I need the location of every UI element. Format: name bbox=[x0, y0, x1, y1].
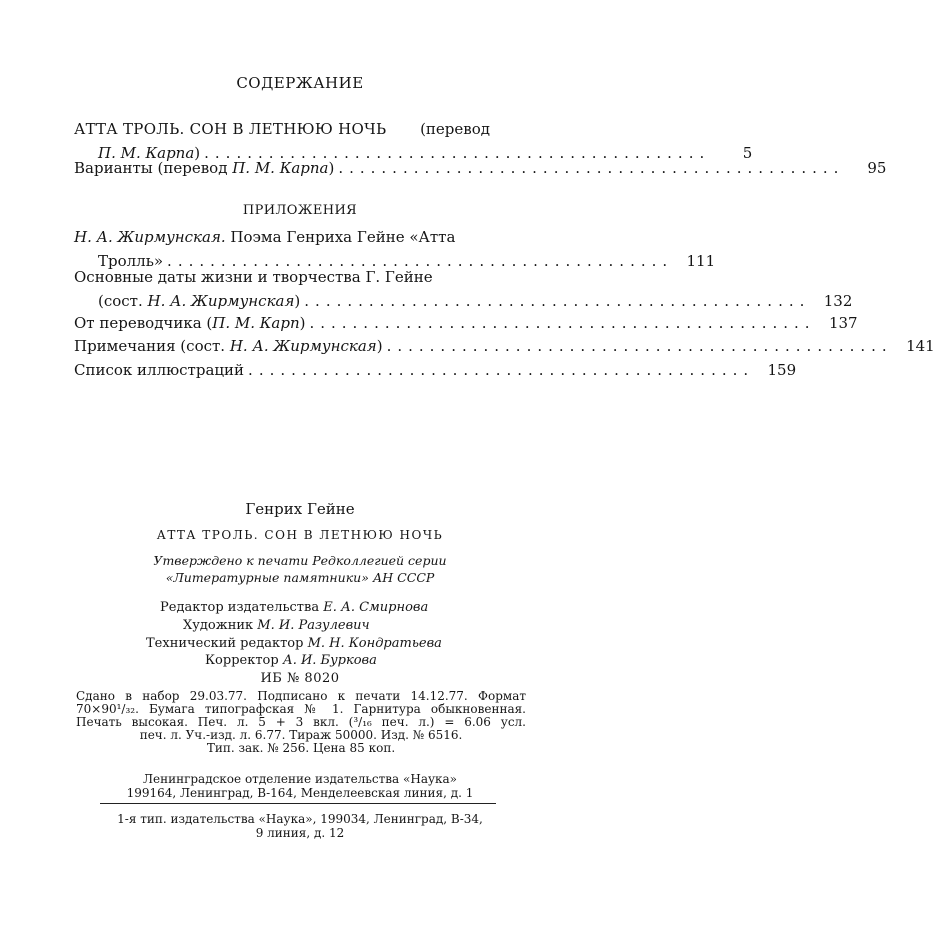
colophon-title: АТТА ТРОЛЬ. СОН В ЛЕТНЮЮ НОЧЬ bbox=[156, 528, 444, 542]
leader-dots: ............................................... bbox=[386, 337, 893, 355]
ib-number: ИБ № 8020 bbox=[260, 671, 340, 686]
leader-dots: ............................................... bbox=[204, 144, 711, 162]
colophon-author: Генрих Гейне bbox=[245, 500, 355, 518]
page-number: 159 bbox=[767, 361, 797, 379]
page-number: 95 bbox=[867, 159, 887, 177]
page-number: 5 bbox=[742, 144, 753, 162]
toc-entry-poem-essay: Н. А. Жирмунская. Поэма Генриха Гейне «Атта Тролль» ............................................... 111 bbox=[74, 225, 526, 273]
essay-author: Н. А. Жирмунская. bbox=[74, 228, 226, 246]
divider-rule bbox=[100, 803, 496, 804]
page-number: 132 bbox=[823, 292, 853, 310]
compiler-name: Н. А. Жирмунская bbox=[229, 337, 377, 355]
imprint-block bbox=[76, 690, 526, 755]
leader-dots: ............................................... bbox=[309, 314, 816, 332]
credit-tech-editor: Технический редактор М. Н. Кондратьева bbox=[146, 636, 442, 651]
credit-editor: Редактор издательства Е. А. Смирнова bbox=[160, 600, 429, 615]
publisher-line-2: 199164, Ленинград, В-164, Менделеевская линия, д. 1 bbox=[126, 786, 474, 800]
toc-entry-paren: (перевод bbox=[420, 120, 490, 138]
toc-entry-variants: Варианты (перевод П. М. Карпа) ............................................... 95 bbox=[74, 156, 526, 180]
translator-name: П. М. Карпа bbox=[98, 144, 195, 162]
approval-line-2: «Литературные памятники» АН СССР bbox=[165, 570, 435, 585]
imprint-line: 70×90¹/₃₂. Бумага типографская № 1. Гарнитура обыкновенная. bbox=[76, 702, 526, 716]
compiler-name: Н. А. Жирмунская bbox=[147, 292, 295, 310]
toc-entry-translator-note: От переводчика (П. М. Карп) ............................................... 137 bbox=[74, 311, 526, 335]
leader-dots: ............................................... bbox=[338, 159, 845, 177]
imprint-line: печ. л. Уч.-изд. л. 6.77. Тираж 50000. Изд. № 6516. bbox=[139, 728, 463, 742]
toc-entry-title: АТТА ТРОЛЬ. СОН В ЛЕТНЮЮ НОЧЬ bbox=[74, 120, 387, 138]
page-number: 111 bbox=[686, 252, 716, 270]
toc-entry-notes: Примечания (сост. Н. А. Жирмунская) ............................................... 141 bbox=[74, 334, 526, 358]
leader-dots: ............................................... bbox=[304, 292, 811, 310]
toc-entry-dates: Основные даты жизни и творчества Г. Гейне (сост. Н. А. Жирмунская) ............................................... 132 bbox=[74, 265, 526, 313]
appendix-heading: ПРИЛОЖЕНИЯ bbox=[242, 203, 358, 218]
translator-name: П. М. Карп bbox=[212, 314, 300, 332]
page-number: 141 bbox=[906, 337, 935, 355]
leader-dots: ............................................... bbox=[248, 361, 755, 379]
approval-line-1: Утверждено к печати Редколлегией серии bbox=[153, 553, 447, 568]
imprint-line: Тип. зак. № 256. Цена 85 коп. bbox=[206, 741, 396, 755]
printer-line-2: 9 линия, д. 12 bbox=[255, 826, 345, 840]
publisher-line-1: Ленинградское отделение издательства «Наука» bbox=[142, 772, 458, 786]
toc-entry-atta-troll: АТТА ТРОЛЬ. СОН В ЛЕТНЮЮ НОЧЬ (перевод П. М. Карпа) ............................................... 5 bbox=[74, 117, 526, 165]
printer-line-1: 1-я тип. издательства «Наука», 199034, Ленинград, В-34, bbox=[117, 812, 483, 826]
leader-dots: ............................................... bbox=[167, 252, 674, 270]
imprint-line: Печать высокая. Печ. л. 5 + 3 вкл. (³/₁₆ печ. л.) = 6.06 усл. bbox=[76, 715, 526, 729]
credit-artist: Художник М. И. Разулевич bbox=[183, 618, 370, 633]
imprint-line: Сдано в набор 29.03.77. Подписано к печати 14.12.77. Формат bbox=[76, 689, 526, 703]
toc-entry-illustrations: Список иллюстраций ............................................... 159 bbox=[74, 358, 526, 382]
translator-name: П. М. Карпа bbox=[232, 159, 329, 177]
credit-proofreader: Корректор А. И. Буркова bbox=[205, 653, 377, 668]
contents-heading: СОДЕРЖАНИЕ bbox=[236, 74, 364, 92]
page-number: 137 bbox=[828, 314, 858, 332]
